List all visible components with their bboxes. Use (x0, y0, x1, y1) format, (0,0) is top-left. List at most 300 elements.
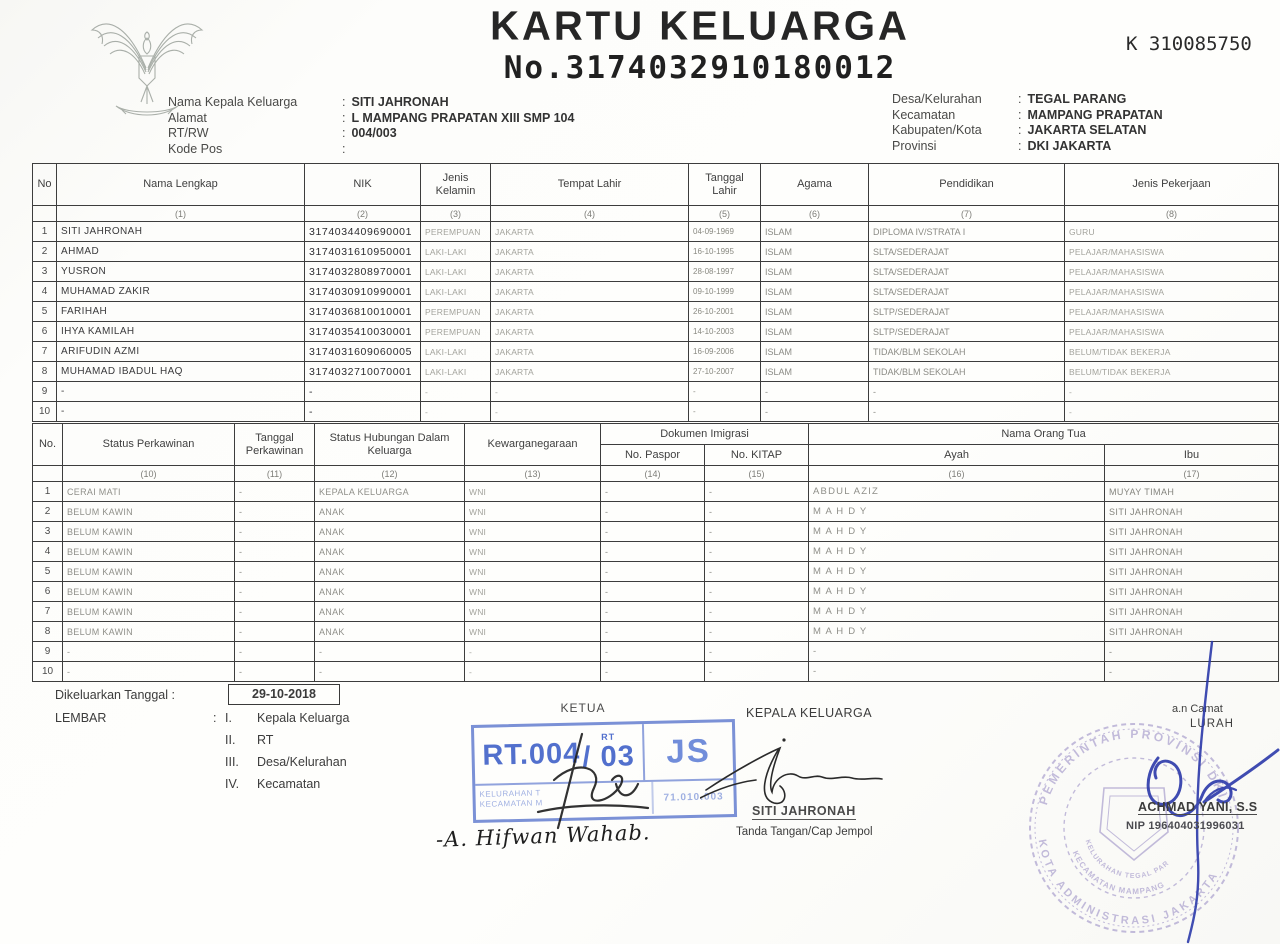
cell: 5 (33, 562, 63, 582)
cell: - (57, 382, 305, 402)
col-header-nik: NIK (305, 164, 421, 206)
column-number (33, 206, 57, 222)
header-field-col: : (1018, 138, 1022, 153)
table-row (33, 362, 1279, 382)
cell: ANAK (315, 622, 465, 642)
lembar-item (225, 777, 320, 791)
cell: - (601, 542, 705, 562)
cell: - (705, 662, 809, 682)
cell: - (689, 382, 761, 402)
column-number: (2) (305, 206, 421, 222)
cell: SITI JAHRONAH (1105, 522, 1279, 542)
column-number: (4) (491, 206, 689, 222)
cell: BELUM KAWIN (63, 542, 235, 562)
cell: JAKARTA (491, 222, 689, 242)
header-field (892, 92, 1280, 108)
cell: PEREMPUAN (421, 322, 491, 342)
header-field-val: TEGAL PARANG (1027, 92, 1127, 106)
table-row (33, 582, 1279, 602)
cell: ISLAM (761, 342, 869, 362)
header-field-col: : (342, 126, 346, 140)
header-field-col: : (342, 110, 346, 125)
col-header-tanggal-perkawinan: Tanggal Perkawinan (235, 424, 315, 466)
kepala-keluarga-caption: Tanda Tangan/Cap Jempol (736, 826, 873, 838)
table-row (33, 642, 1279, 662)
cell: - (601, 522, 705, 542)
cell: 1 (33, 482, 63, 502)
cell: BELUM/TIDAK BEKERJA (1065, 362, 1279, 382)
table-row (33, 322, 1279, 342)
cell: 8 (33, 362, 57, 382)
cell: 4 (33, 282, 57, 302)
cell: - (601, 622, 705, 642)
cell: - (421, 382, 491, 402)
col-header-ibu: Ibu (1105, 445, 1279, 466)
cell: - (705, 642, 809, 662)
column-number: (15) (705, 466, 809, 482)
cell: SITI JAHRONAH (1105, 562, 1279, 582)
rt-stamp-code: 71.010.003 (663, 790, 724, 804)
cell: ANAK (315, 582, 465, 602)
round-stamp-ring-top-text: PEMERINTAH PROVINSI DKI (1036, 726, 1231, 807)
cell: 4 (33, 542, 63, 562)
cell: LAKI-LAKI (421, 262, 491, 282)
table-row (33, 482, 1279, 502)
cell: 3174032808970001 (305, 262, 421, 282)
header-field-val: DKI JAKARTA (1027, 138, 1112, 153)
lurah-nip: NIP 196404031996031 (1126, 820, 1245, 832)
column-number: (5) (689, 206, 761, 222)
header-field (892, 108, 1280, 124)
cell: 1 (33, 222, 57, 242)
cell: SLTP/SEDERAJAT (869, 302, 1065, 322)
cell: 16-10-1995 (689, 242, 761, 262)
column-number: (8) (1065, 206, 1279, 222)
ketua-handwritten-name: -A. Hifwan Wahab. (435, 820, 651, 852)
cell: BELUM KAWIN (63, 522, 235, 542)
header-field-lbl: Alamat (168, 110, 207, 125)
cell: YUSRON (57, 262, 305, 282)
col-header-kewarganegaraan: Kewarganegaraan (465, 424, 601, 466)
col-header-ayah: Ayah (809, 445, 1105, 466)
family-members-table-body (33, 206, 1279, 422)
cell: LAKI-LAKI (421, 242, 491, 262)
cell: ANAK (315, 542, 465, 562)
cell: JAKARTA (491, 242, 689, 262)
cell: 6 (33, 582, 63, 602)
cell: - (601, 482, 705, 502)
table1-header-row (33, 164, 1279, 206)
cell: - (235, 582, 315, 602)
cell: BELUM KAWIN (63, 582, 235, 602)
lurah-name: ACHMAD YANI, S.S (1138, 800, 1258, 814)
cell: SLTA/SEDERAJAT (869, 262, 1065, 282)
col-header-no2: No. (33, 424, 63, 466)
cell: JAKARTA (491, 342, 689, 362)
cell: - (601, 502, 705, 522)
cell: - (601, 642, 705, 662)
cell: - (705, 602, 809, 622)
cell: 9 (33, 382, 57, 402)
cell: 3174035410030001 (305, 322, 421, 342)
table-row (33, 382, 1279, 402)
header-field-lbl: Provinsi (892, 138, 937, 153)
cell: - (57, 402, 305, 422)
lembar-item-label: RT (257, 733, 274, 747)
lurah-label: LURAH (1190, 718, 1234, 730)
cell: - (705, 482, 809, 502)
cell: 7 (33, 342, 57, 362)
cell: - (705, 562, 809, 582)
lembar-item (225, 711, 349, 725)
cell: - (1105, 642, 1279, 662)
cell: 27-10-2007 (689, 362, 761, 382)
table2-header-row-1 (33, 424, 1279, 445)
cell: - (705, 502, 809, 522)
cell: - (809, 662, 1105, 682)
cell: - (601, 562, 705, 582)
lembar-item-label: Kecamatan (257, 777, 321, 791)
cell: - (315, 662, 465, 682)
cell: - (869, 402, 1065, 422)
cell: JAKARTA (491, 302, 689, 322)
cell: PELAJAR/MAHASISWA (1065, 302, 1279, 322)
cell: 3174030910990001 (305, 282, 421, 302)
header-field-lbl: Kabupaten/Kota (892, 123, 982, 137)
cell: - (235, 562, 315, 582)
cell: - (235, 522, 315, 542)
cell: - (491, 402, 689, 422)
column-number: (1) (57, 206, 305, 222)
table-row (33, 242, 1279, 262)
header-field-lbl: Desa/Kelurahan (892, 92, 982, 106)
cell: - (235, 622, 315, 642)
cell: - (601, 602, 705, 622)
cell: MUHAMAD IBADUL HAQ (57, 362, 305, 382)
cell: BELUM KAWIN (63, 502, 235, 522)
cell: - (705, 622, 809, 642)
cell: PELAJAR/MAHASISWA (1065, 322, 1279, 342)
header-field-col: : (1018, 107, 1022, 122)
table-row (33, 602, 1279, 622)
cell: - (491, 382, 689, 402)
col-header-status-hubungan: Status Hubungan Dalam Keluarga (315, 424, 465, 466)
cell: TIDAK/BLM SEKOLAH (869, 362, 1065, 382)
cell: IHYA KAMILAH (57, 322, 305, 342)
cell: 10 (33, 402, 57, 422)
header-field-col: : (342, 141, 346, 156)
cell: SITI JAHRONAH (1105, 602, 1279, 622)
lembar-item-number: II. (225, 733, 236, 747)
cell: 3174031609060005 (305, 342, 421, 362)
cell: PELAJAR/MAHASISWA (1065, 242, 1279, 262)
col-header-status-perkawinan: Status Perkawinan (63, 424, 235, 466)
table-row (33, 262, 1279, 282)
cell: - (421, 402, 491, 422)
cell: WNI (465, 482, 601, 502)
cell: ARIFUDIN AZMI (57, 342, 305, 362)
cell: - (705, 522, 809, 542)
cell: WNI (465, 622, 601, 642)
lembar-item (225, 755, 347, 769)
cell: BELUM/TIDAK BEKERJA (1065, 342, 1279, 362)
col-header-jenis-pekerjaan: Jenis Pekerjaan (1065, 164, 1279, 206)
lurah-signature (1100, 640, 1280, 944)
lembar-item-label: Kepala Keluarga (257, 711, 350, 725)
cell: PELAJAR/MAHASISWA (1065, 282, 1279, 302)
cell: SITI JAHRONAH (57, 222, 305, 242)
column-number: (12) (315, 466, 465, 482)
column-number: (7) (869, 206, 1065, 222)
an-camat-label: a.n Camat (1172, 703, 1223, 715)
cell: KEPALA KELUARGA (315, 482, 465, 502)
column-number-row (33, 466, 1279, 482)
cell: - (305, 402, 421, 422)
cell: - (809, 642, 1105, 662)
cell: SITI JAHRONAH (1105, 542, 1279, 562)
cell: - (465, 662, 601, 682)
col-header-pendidikan: Pendidikan (869, 164, 1065, 206)
kepala-keluarga-name: SITI JAHRONAH (752, 804, 856, 818)
cell: 28-08-1997 (689, 262, 761, 282)
rt-stamp-slash-num: / 03 (582, 739, 636, 773)
serial-number: K 310085750 (1126, 33, 1252, 55)
family-status-table (32, 423, 1279, 682)
rt-stamp-subline-1: KELURAHAN T (479, 788, 541, 799)
header-field-val: MAMPANG PRAPATAN (1027, 107, 1163, 122)
cell: CERAI MATI (63, 482, 235, 502)
rt-stamp-main-text: RT.004 (482, 737, 581, 772)
cell: 6 (33, 322, 57, 342)
cell: M A H D Y (809, 542, 1105, 562)
cell: WNI (465, 522, 601, 542)
cell: 5 (33, 302, 57, 322)
cell: 04-09-1969 (689, 222, 761, 242)
cell: ISLAM (761, 302, 869, 322)
cell: - (305, 382, 421, 402)
lembar-item (225, 733, 273, 747)
cell: ISLAM (761, 222, 869, 242)
cell: - (465, 642, 601, 662)
cell: - (705, 542, 809, 562)
document-title: KARTU KELUARGA (490, 3, 910, 49)
table-row (33, 622, 1279, 642)
cell: PEREMPUAN (421, 222, 491, 242)
cell: PEREMPUAN (421, 302, 491, 322)
cell: - (315, 642, 465, 662)
column-number: (3) (421, 206, 491, 222)
cell: - (601, 582, 705, 602)
kepala-keluarga-signature (700, 732, 890, 812)
col-header-no-kitap: No. KITAP (705, 445, 809, 466)
cell: ANAK (315, 562, 465, 582)
col-header-no: No (33, 164, 57, 206)
cell: M A H D Y (809, 502, 1105, 522)
cell: 2 (33, 502, 63, 522)
cell: WNI (465, 502, 601, 522)
cell: TIDAK/BLM SEKOLAH (869, 342, 1065, 362)
cell: JAKARTA (491, 282, 689, 302)
ketua-label: KETUA (560, 701, 606, 715)
header-field-col: : (1018, 92, 1022, 106)
cell: AHMAD (57, 242, 305, 262)
column-number (33, 466, 63, 482)
cell: 3 (33, 262, 57, 282)
cell: - (705, 582, 809, 602)
cell: 8 (33, 622, 63, 642)
issued-date-box: 29-10-2018 (228, 684, 340, 705)
cell: JAKARTA (491, 362, 689, 382)
cell: - (235, 602, 315, 622)
col-header-nama-lengkap: Nama Lengkap (57, 164, 305, 206)
header-field (168, 95, 688, 111)
col-header-tanggal-lahir: Tanggal Lahir (689, 164, 761, 206)
cell: ANAK (315, 602, 465, 622)
col-header-nama-orang-tua: Nama Orang Tua (809, 424, 1279, 445)
cell: - (235, 482, 315, 502)
cell: - (1065, 382, 1279, 402)
cell: GURU (1065, 222, 1279, 242)
header-field-val: SITI JAHRONAH (351, 95, 449, 109)
header-field-lbl: RT/RW (168, 126, 209, 140)
cell: 3174036810010001 (305, 302, 421, 322)
cell: ISLAM (761, 242, 869, 262)
cell: - (63, 662, 235, 682)
header-left-block (168, 95, 688, 157)
cell: ISLAM (761, 322, 869, 342)
lembar-colon: : (213, 711, 217, 725)
cell: WNI (465, 562, 601, 582)
cell: - (761, 382, 869, 402)
cell: BELUM KAWIN (63, 622, 235, 642)
cell: SLTP/SEDERAJAT (869, 322, 1065, 342)
column-number: (11) (235, 466, 315, 482)
rt-stamp-small-rt: RT (601, 731, 616, 742)
cell: DIPLOMA IV/STRATA I (869, 222, 1065, 242)
col-header-tempat-lahir: Tempat Lahir (491, 164, 689, 206)
cell: - (601, 662, 705, 682)
cell: MUYAY TIMAH (1105, 482, 1279, 502)
table-row (33, 402, 1279, 422)
lembar-item-number: III. (225, 755, 239, 769)
lembar-label: LEMBAR (55, 711, 107, 725)
column-number: (10) (63, 466, 235, 482)
cell: 3174031610950001 (305, 242, 421, 262)
col-header-no-paspor: No. Paspor (601, 445, 705, 466)
header-field-lbl: Kode Pos (168, 141, 223, 156)
issued-date-label: Dikeluarkan Tanggal : (55, 688, 175, 702)
rt-stamp-subline-2: KECAMATAN M (479, 798, 543, 809)
cell: BELUM KAWIN (63, 562, 235, 582)
cell: SLTA/SEDERAJAT (869, 242, 1065, 262)
table-row (33, 302, 1279, 322)
header-field-col: : (1018, 123, 1022, 137)
column-number: (16) (809, 466, 1105, 482)
cell: 14-10-2003 (689, 322, 761, 342)
cell: LAKI-LAKI (421, 282, 491, 302)
cell: 2 (33, 242, 57, 262)
table-row (33, 522, 1279, 542)
cell: M A H D Y (809, 602, 1105, 622)
cell: M A H D Y (809, 582, 1105, 602)
lembar-item-number: I. (225, 711, 232, 725)
col-header-jenis-kelamin: Jenis Kelamin (421, 164, 491, 206)
header-field (168, 142, 688, 158)
cell: 9 (33, 642, 63, 662)
header-field-col: : (342, 95, 346, 109)
round-stamp-inner-text-2: KELURAHAN TEGAL PAR (1083, 838, 1171, 881)
cell: M A H D Y (809, 522, 1105, 542)
cell: ABDUL AZIZ (809, 482, 1105, 502)
header-field (168, 126, 688, 142)
header-field-val: JAKARTA SELATAN (1027, 123, 1147, 137)
cell: 26-10-2001 (689, 302, 761, 322)
cell: 10 (33, 662, 63, 682)
cell: SITI JAHRONAH (1105, 622, 1279, 642)
cell: WNI (465, 542, 601, 562)
header-field-lbl: Kecamatan (892, 107, 956, 122)
cell: - (235, 642, 315, 662)
header-field-val: 004/003 (351, 126, 397, 140)
table-row (33, 542, 1279, 562)
cell: PELAJAR/MAHASISWA (1065, 262, 1279, 282)
cell: - (235, 662, 315, 682)
cell: - (689, 402, 761, 422)
rt-stamp-initials: JS (665, 731, 712, 770)
cell: 09-10-1999 (689, 282, 761, 302)
cell: M A H D Y (809, 562, 1105, 582)
column-number: (6) (761, 206, 869, 222)
column-number: (17) (1105, 466, 1279, 482)
document-number: No.3174032910180012 (503, 50, 897, 86)
round-stamp-inner-text-1: KECAMATAN MAMPANG (1070, 849, 1167, 897)
cell: SITI JAHRONAH (1105, 502, 1279, 522)
cell: ANAK (315, 522, 465, 542)
cell: ISLAM (761, 362, 869, 382)
cell: LAKI-LAKI (421, 342, 491, 362)
table-row (33, 342, 1279, 362)
round-stamp-ring-bottom-text: KOTA ADMINISTRASI JAKARTA (1035, 838, 1222, 928)
cell: 3 (33, 522, 63, 542)
table-row (33, 502, 1279, 522)
cell: WNI (465, 602, 601, 622)
header-field-val: L MAMPANG PRAPATAN XIII SMP 104 (351, 110, 575, 125)
cell: LAKI-LAKI (421, 362, 491, 382)
family-members-table (32, 163, 1279, 422)
cell: - (869, 382, 1065, 402)
cell: - (1065, 402, 1279, 422)
cell: 3174034409690001 (305, 222, 421, 242)
table-row (33, 222, 1279, 242)
column-number: (13) (465, 466, 601, 482)
lembar-item-number: IV. (225, 777, 240, 791)
header-field-lbl: Nama Kepala Keluarga (168, 95, 298, 109)
cell: - (1105, 662, 1279, 682)
table-row (33, 282, 1279, 302)
cell: - (235, 502, 315, 522)
header-field (892, 139, 1280, 155)
cell: BELUM KAWIN (63, 602, 235, 622)
cell: ANAK (315, 502, 465, 522)
cell: 3174032710070001 (305, 362, 421, 382)
header-right-block (892, 92, 1280, 154)
cell: WNI (465, 582, 601, 602)
cell: - (63, 642, 235, 662)
table-row (33, 562, 1279, 582)
cell: SITI JAHRONAH (1105, 582, 1279, 602)
header-field (168, 111, 688, 127)
column-number-row (33, 206, 1279, 222)
